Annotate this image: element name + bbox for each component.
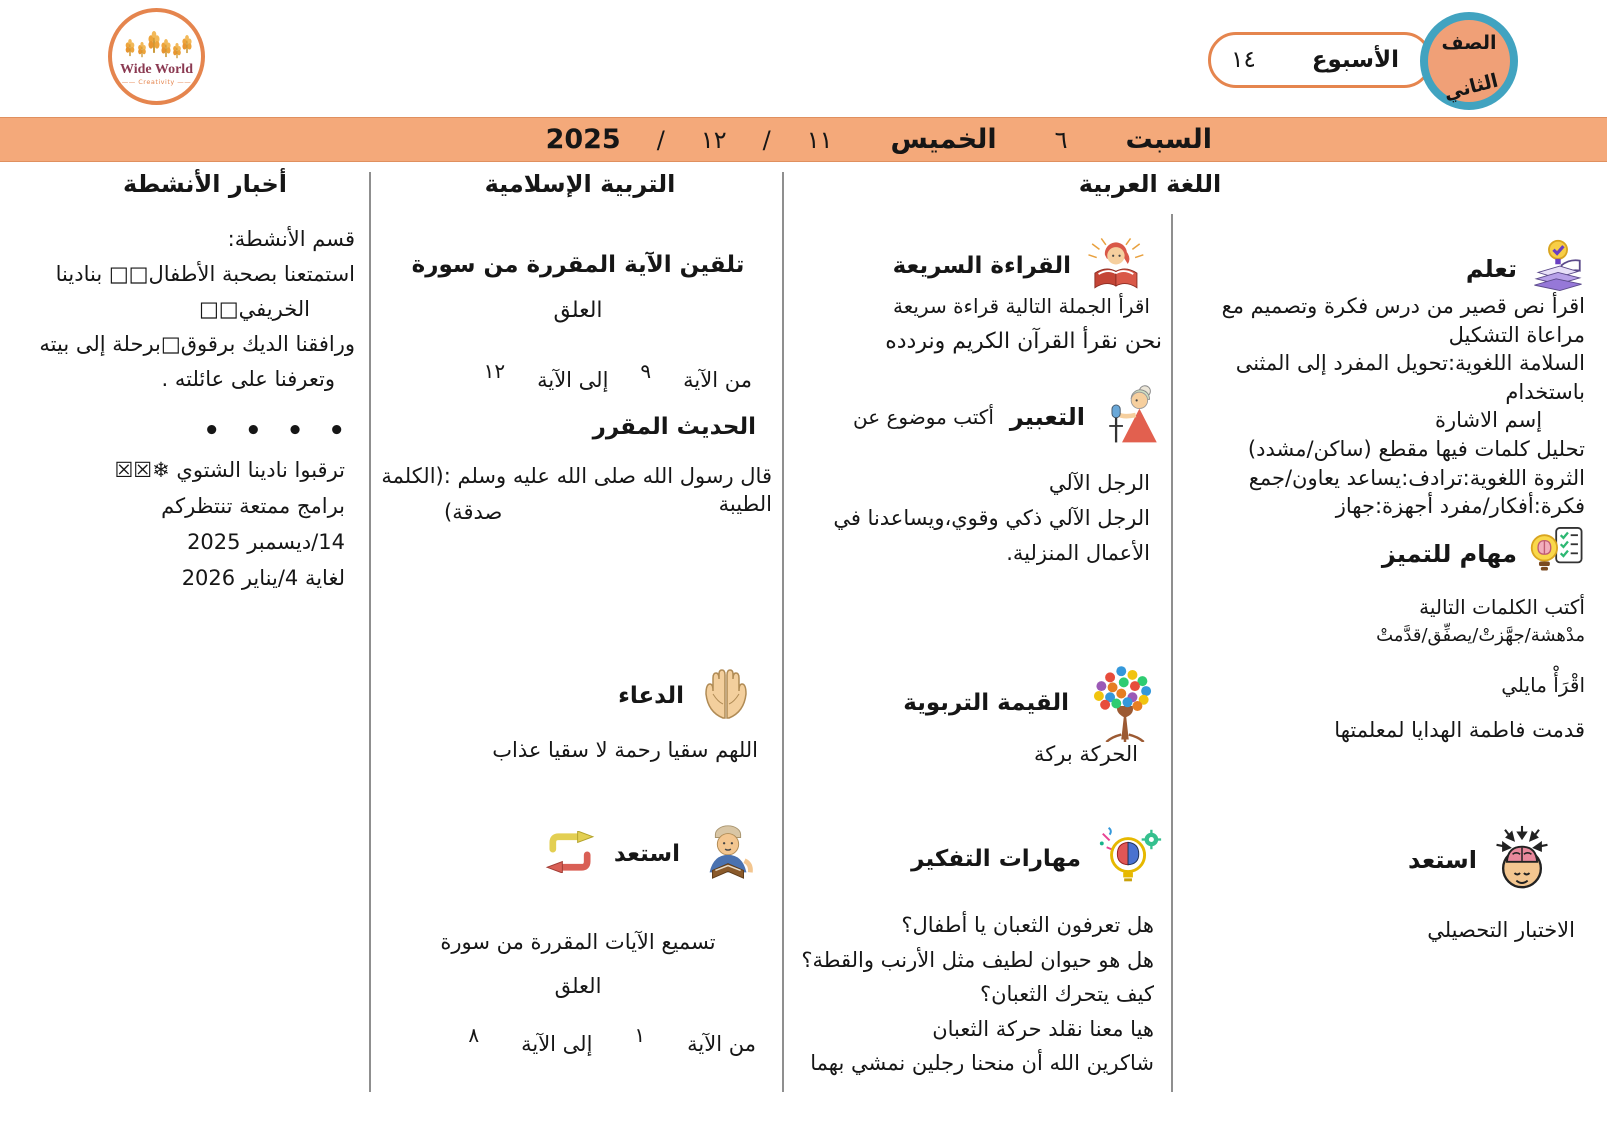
day2-label: الخميس: [890, 124, 997, 155]
ready-to-number: ٨: [468, 1023, 480, 1047]
announcement-line: لغاية 4/يناير 2026: [181, 566, 345, 590]
fast-reading-title: القراءة السريعة: [892, 253, 1071, 279]
learn-line: إسم الاشارة: [1435, 408, 1543, 433]
islamic-ready-section-header: [382, 820, 770, 888]
thinking-line: هل هو حيوان لطيف مثل الأرنب والقطة؟: [801, 947, 1154, 972]
hadith-line1: قال رسول الله صلى الله عليه وسلم :(الكلمة الطيبة: [381, 464, 772, 517]
announcement-line: برامج ممتعة تنتظركم: [161, 494, 345, 518]
focused-mind-icon: [1489, 824, 1555, 896]
expression-subtitle: أكتب موضوع عن: [852, 404, 994, 429]
girl-reading-icon: [1083, 234, 1147, 298]
expression-section-header: [785, 382, 1165, 452]
learn-title: تعلم: [1465, 255, 1517, 283]
thinking-title: مهارات التفكير: [911, 846, 1081, 872]
dua-title: الدعاء: [618, 683, 684, 709]
bulb-checklist-icon: [1529, 524, 1587, 583]
expression-title: التعبير: [1009, 403, 1085, 431]
expression-line: الرجل الآلي: [1048, 471, 1150, 495]
logo-tagline: —— Creativity ——: [121, 77, 192, 86]
dua-line: اللهم سقيا رحمة لا سقيا عذاب: [492, 738, 758, 762]
boy-reading-icon: [696, 820, 760, 888]
activities-line: الخريفي□□: [198, 297, 310, 321]
grade-line2: الثاني: [1441, 69, 1501, 105]
dua-section-header: [382, 668, 770, 724]
hadith-line2: صدقة): [444, 500, 503, 524]
divider-arabic-inner: [1171, 214, 1173, 1092]
colorful-tree-icon: [1085, 660, 1165, 746]
learn-line: فكرة:أفكار/مفرد أجهزة:جهاز: [1335, 494, 1585, 519]
tasks-title: مهام للتميز: [1381, 539, 1517, 568]
thinking-section-header: [785, 822, 1165, 896]
speaker-woman-icon: [1101, 382, 1165, 452]
tasks-line4: قدمت فاطمة الهدايا لمعلمتها: [1334, 718, 1585, 742]
islamic-ready-title: استعد: [613, 841, 680, 867]
value-title: القيمة التربوية: [903, 690, 1069, 716]
thinking-line: هيا معنا نقلد حركة الثعبان: [932, 1016, 1154, 1041]
grade-badge: [1420, 12, 1518, 110]
school-logo: [108, 8, 205, 105]
activities-line: قسم الأنشطة:: [227, 227, 355, 251]
day1-number: ٦: [1054, 125, 1068, 154]
talqin-line1: تلقين الآية المقررة من سورة: [411, 252, 745, 278]
fast-reading-line2: نحن نقرأ القرآن الكريم ونردده: [885, 329, 1162, 354]
date-bar: [0, 117, 1607, 162]
islamic-ready-line2: العلق: [554, 974, 602, 998]
arabic-ready-line: الاختبار التحصيلي: [1427, 918, 1575, 942]
arabic-ready-section-header: [1174, 824, 1595, 896]
week-label: الأسبوع: [1311, 47, 1399, 73]
divider-islamic-arabic: [782, 172, 784, 1092]
activities-line: وتعرفنا على عائلته .: [161, 367, 335, 391]
activities-text-block: [10, 222, 355, 397]
date-slash1: /: [762, 125, 771, 154]
dots-separator: • • • •: [203, 416, 345, 446]
learn-line: اقرأ نص قصير من درس فكرة وتصميم مع: [1221, 294, 1585, 318]
divider-activities-islamic: [369, 172, 371, 1092]
tasks-section-header: [1174, 524, 1595, 583]
thinking-line: شاكرين الله أن منحنا رجلين نمشي بهما: [810, 1051, 1154, 1075]
fast-reading-section-header: [785, 234, 1165, 298]
wheat-icon: [120, 23, 194, 63]
ready-from-number: ١: [634, 1023, 646, 1047]
day1-label: السبت: [1125, 124, 1212, 155]
thinking-text-block: [790, 908, 1162, 1081]
learn-line: السلامة اللغوية:تحويل المفرد إلى المثنى باستخدام: [1235, 351, 1585, 404]
verse-from-label: من الآية: [683, 368, 752, 392]
week-badge: [1208, 32, 1432, 88]
announcement-block: [10, 452, 355, 596]
day2-number: ١١: [806, 125, 833, 154]
ready-from-label: من الآية: [687, 1032, 756, 1056]
activities-line: استمتعنا بصحبة الأطفال□□ بنادينا: [55, 262, 355, 286]
expression-line: الأعمال المنزلية.: [1006, 541, 1150, 565]
islamic-column-title: التربية الإسلامية: [484, 170, 676, 198]
announcement-line: ترقبوا نادينا الشتوي ❄☒☒: [114, 458, 345, 482]
verse-to-number: ١٢: [483, 359, 506, 383]
verse-to-label: إلى الآية: [537, 368, 609, 392]
hadith-title: الحديث المقرر: [592, 414, 756, 440]
arabic-ready-title: استعد: [1407, 846, 1477, 874]
repeat-arrows-icon: [542, 831, 598, 877]
date-slash2: /: [656, 125, 665, 154]
announcement-line: 14/ديسمبر 2025: [187, 530, 345, 554]
fast-reading-line1: اقرأ الجملة التالية قراءة سريعة: [892, 294, 1150, 318]
learn-books-icon: [1529, 238, 1587, 300]
islamic-ready-verse-row: [382, 1023, 770, 1056]
learn-line: مراعاة التشكيل: [1448, 322, 1585, 347]
grade-line1: الصف: [1441, 32, 1497, 54]
learn-line: تحليل كلمات فيها مقطع (ساكن/مشدد): [1247, 436, 1585, 461]
praying-hands-icon: [696, 668, 756, 724]
expression-text-block: [790, 466, 1162, 571]
activities-column-title: أخبار الأنشطة: [123, 170, 287, 198]
year-number: 2025: [545, 124, 621, 155]
week-number: ١٤: [1231, 47, 1256, 73]
thinking-line: كيف يتحرك الثعبان؟: [979, 982, 1154, 1006]
logo-title: Wide World: [119, 61, 193, 77]
islamic-ready-line1: تسميع الآيات المقررة من سورة: [440, 930, 716, 954]
learn-text-block: [1180, 292, 1595, 521]
arabic-column-title: اللغة العربية: [1078, 170, 1222, 198]
verse-range-row: [382, 359, 770, 392]
learn-section-header: [1174, 238, 1595, 300]
expression-line: الرجل الآلي ذكي وقوي،ويساعدنا في: [833, 506, 1150, 530]
tasks-line2: مدْهشة/جهَّزتْ/يصفِّق/قدَّمتْ: [1376, 625, 1585, 646]
ready-to-label: إلى الآية: [521, 1032, 593, 1056]
learn-line: الثروة اللغوية:ترادف:يساعد يعاون/جمع: [1248, 465, 1585, 490]
activities-line: ورافقنا الديك برقوق□برحلة إلى بيته: [39, 332, 355, 356]
verse-from-number: ٩: [640, 359, 652, 383]
value-section-header: [785, 660, 1165, 746]
tasks-line1: أكتب الكلمات التالية: [1419, 595, 1585, 619]
month-number: ١٢: [700, 125, 727, 154]
thinking-line: هل تعرفون الثعبان يا أطفال؟: [901, 913, 1154, 937]
tasks-line3: اقْرَأْ مايلي: [1501, 673, 1585, 697]
value-line: الحركة بركة: [1034, 742, 1138, 766]
talqin-line2: العلق: [553, 298, 603, 323]
brain-bulb-gear-icon: [1095, 822, 1165, 896]
